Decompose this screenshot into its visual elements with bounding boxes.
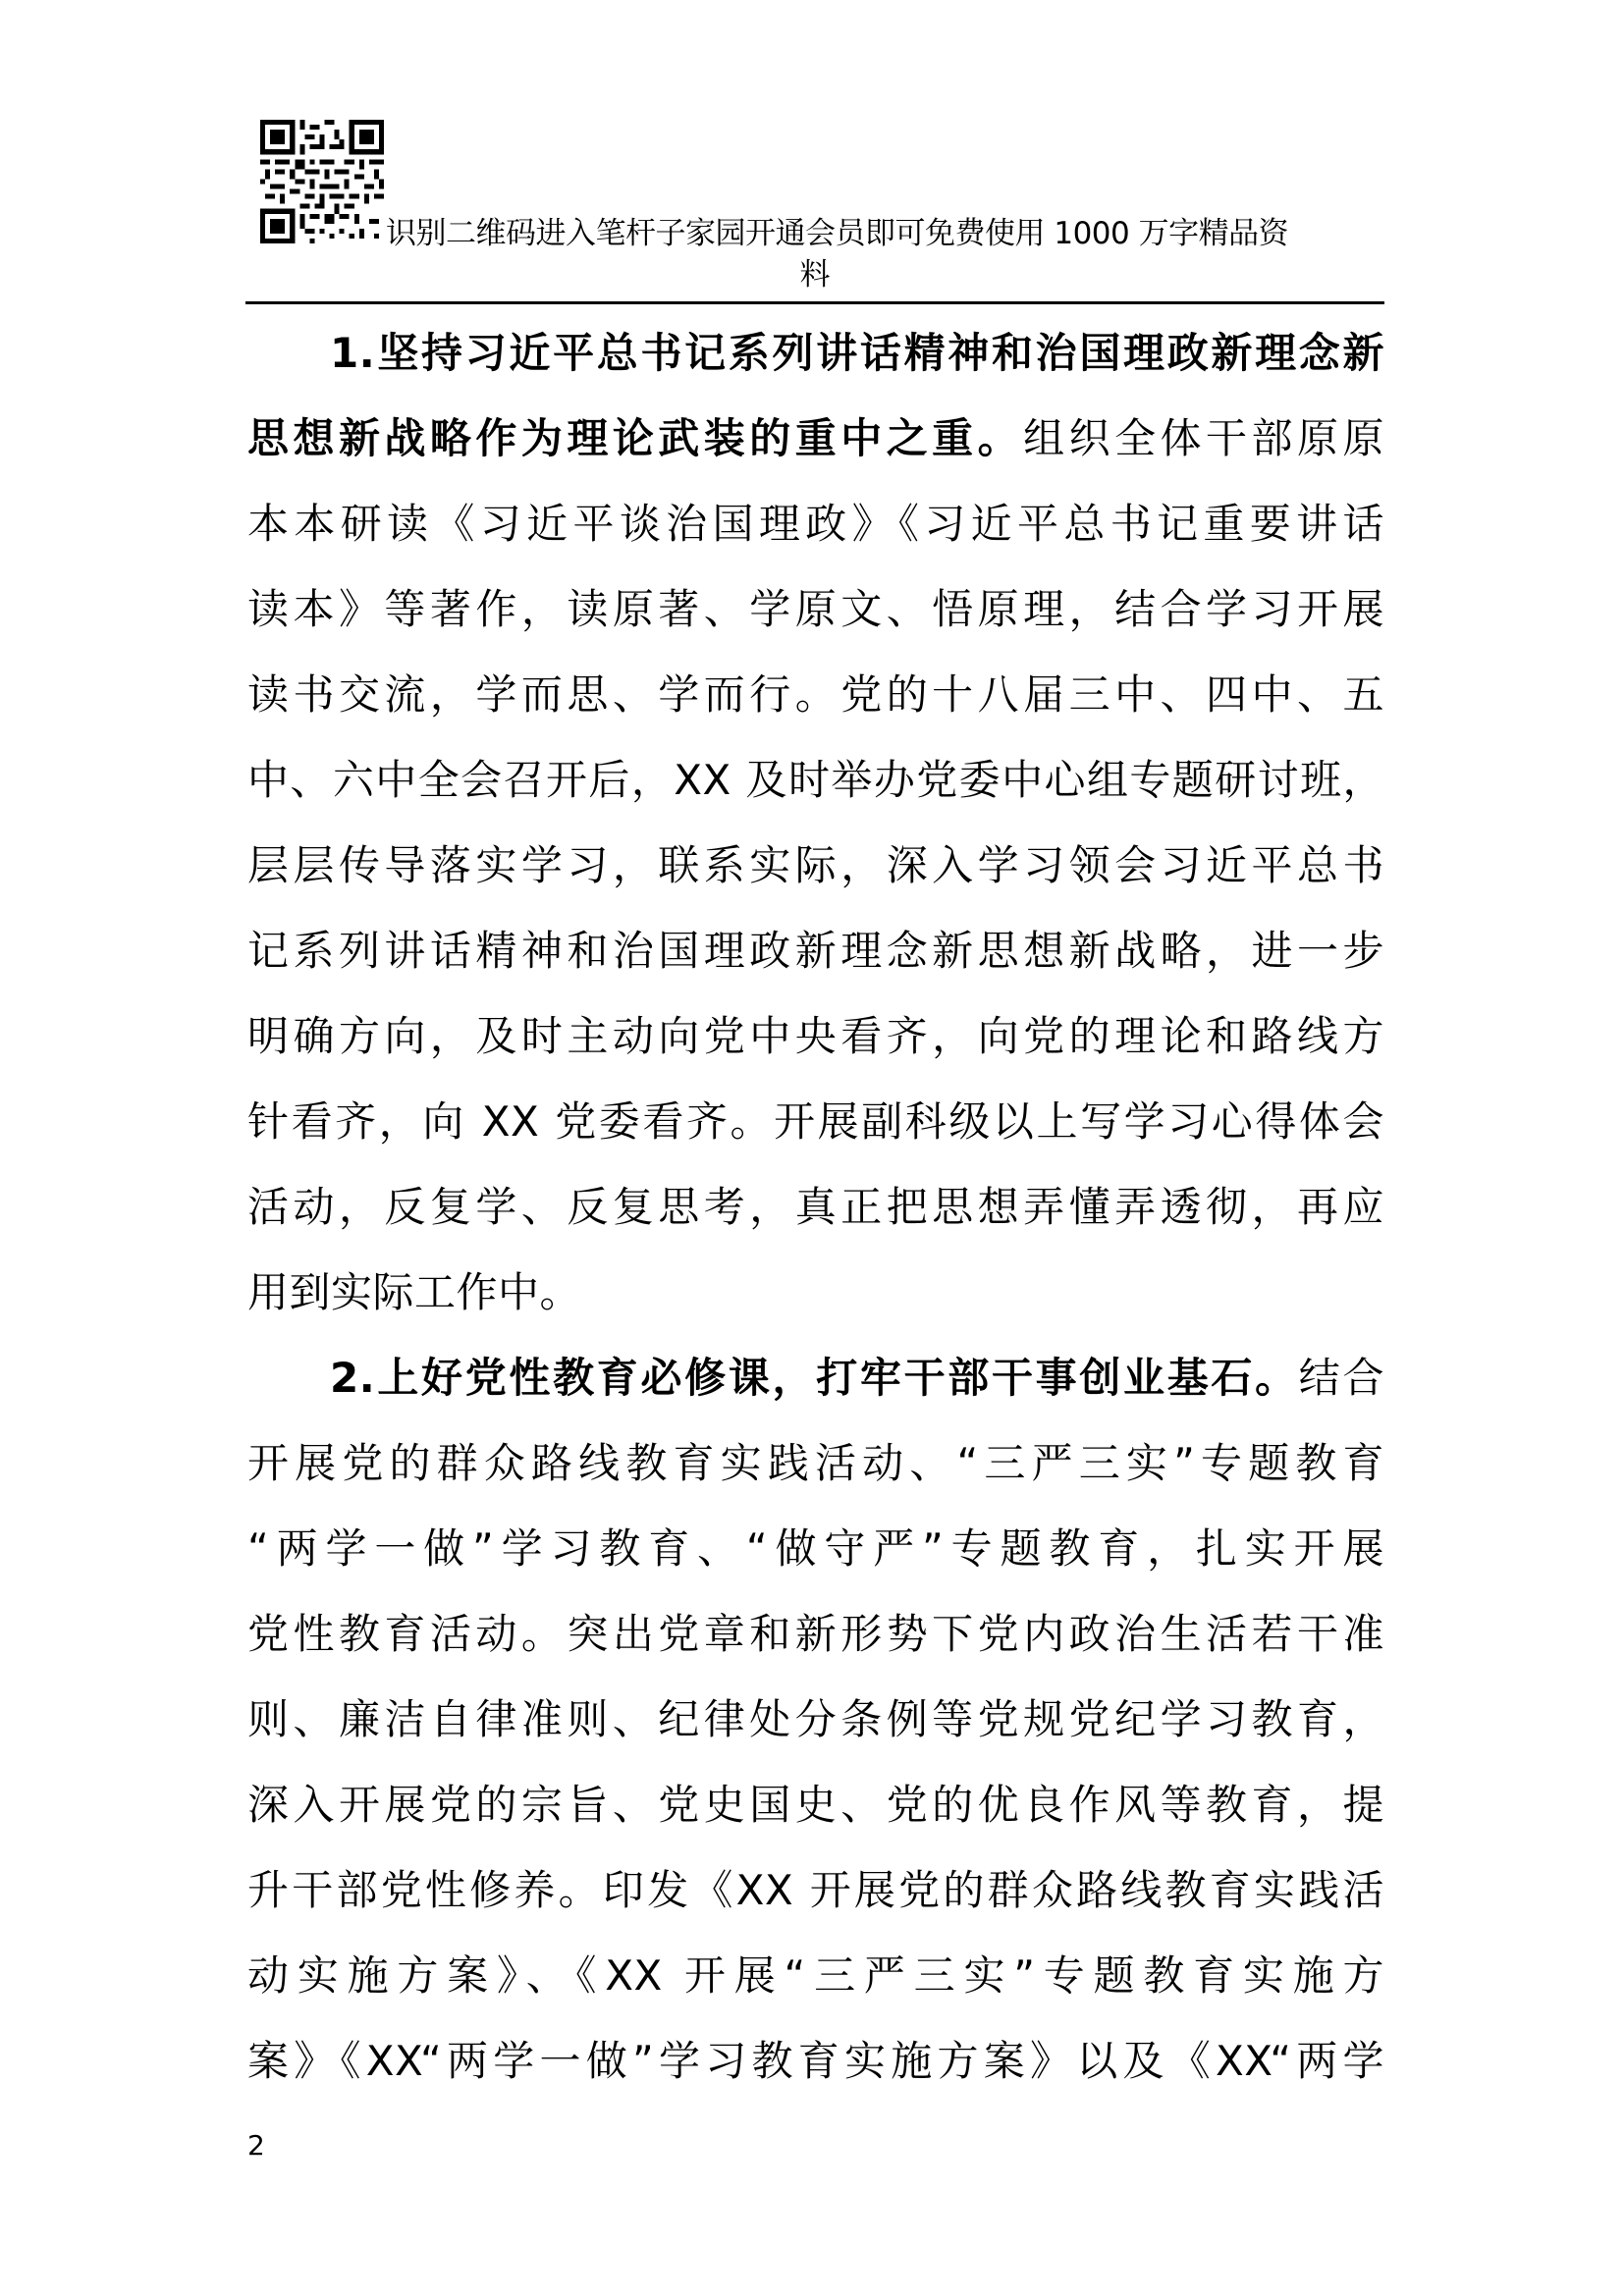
text-run: 读本》等著作，读原著、学原文、悟原理，结合学习开展 — [247, 585, 1384, 633]
page-header — [245, 116, 1384, 302]
text-run: 中、六中全会召开后，XX 及时举办党委中心组专题研讨班， — [247, 756, 1384, 804]
paragraph-2-line-7 — [247, 1861, 1384, 1947]
paragraph-2-line-2 — [247, 1434, 1384, 1520]
text-run: 针看齐，向 XX 党委看齐。开展副科级以上写学习心得体会 — [247, 1097, 1384, 1146]
paragraph-1-line-3 — [247, 495, 1384, 580]
text-run: 升干部党性修养。印发《XX 开展党的群众路线教育实践活 — [247, 1866, 1384, 1914]
page-number: 2 — [247, 2129, 265, 2162]
text-run: 读书交流，学而思、学而行。党的十八届三中、四中、五 — [247, 670, 1384, 719]
header-banner-text: 识别二维码进入笔杆子家园开通会员即可免费使用 1000 万字精品资 — [386, 216, 1289, 251]
text-run: 动实施方案》、《XX 开展“三严三实”专题教育实施方 — [247, 1951, 1384, 2000]
paragraph-1-line-10 — [247, 1093, 1384, 1178]
header-banner-text-continued: 料 — [799, 257, 831, 293]
paragraph-1-heading: 1.坚持习近平总书记系列讲话精神和治国理政新理念新 — [330, 329, 1384, 377]
paragraph-2-line-1 — [247, 1349, 1384, 1434]
text-run: 用到实际工作中。 — [247, 1268, 582, 1316]
paragraph-2-line-6 — [247, 1776, 1384, 1861]
text-run: 党性教育活动。突出党章和新形势下党内政治生活若干准 — [247, 1610, 1384, 1658]
document-body — [247, 324, 1384, 2117]
paragraph-2-line-9 — [247, 2032, 1384, 2117]
paragraph-1-line-2 — [247, 409, 1384, 495]
text-run: 层层传导落实学习，联系实际，深入学习领会习近平总书 — [247, 841, 1384, 889]
paragraph-1-line-1 — [247, 324, 1384, 409]
text-run: 案》《XX“两学一做”学习教育实施方案》以及《XX“两学 — [247, 2037, 1384, 2085]
text-run: 本本研读《习近平谈治国理政》《习近平总书记重要讲话 — [247, 500, 1384, 548]
paragraph-1-line-11 — [247, 1178, 1384, 1263]
paragraph-2-line-5 — [247, 1690, 1384, 1776]
text-run: 深入开展党的宗旨、党史国史、党的优良作风等教育，提 — [247, 1781, 1384, 1829]
paragraph-1-line-12 — [247, 1263, 1384, 1349]
text-run: 开展党的群众路线教育实践活动、“三严三实”专题教育 — [247, 1439, 1384, 1487]
paragraph-2-line-8 — [247, 1947, 1384, 2032]
text-run: 则、廉洁自律准则、纪律处分条例等党规党纪学习教育， — [247, 1695, 1384, 1743]
paragraph-1-line-6 — [247, 751, 1384, 836]
paragraph-1-line-7 — [247, 836, 1384, 922]
text-run: 结合 — [1298, 1354, 1384, 1402]
header-divider — [245, 301, 1384, 304]
paragraph-2-line-4 — [247, 1605, 1384, 1690]
paragraph-1-line-8 — [247, 922, 1384, 1007]
text-run: 活动，反复学、反复思考，真正把思想弄懂弄透彻，再应 — [247, 1183, 1384, 1231]
paragraph-2-line-3 — [247, 1520, 1384, 1605]
text-run: 记系列讲话精神和治国理政新理念新思想新战略，进一步 — [247, 927, 1384, 975]
qr-code-icon[interactable] — [260, 120, 384, 243]
text-run: 明确方向，及时主动向党中央看齐，向党的理论和路线方 — [247, 1012, 1384, 1060]
paragraph-1-heading-end: 思想新战略作为理论武装的重中之重。 — [247, 414, 1024, 462]
paragraph-1-line-5 — [247, 666, 1384, 751]
paragraph-1-line-4 — [247, 580, 1384, 666]
text-run: 组织全体干部原原 — [1023, 414, 1384, 462]
paragraph-2-heading: 2.上好党性教育必修课，打牢干部干事创业基石。 — [330, 1354, 1299, 1402]
paragraph-1-line-9 — [247, 1007, 1384, 1093]
text-run: “两学一做”学习教育、“做守严”专题教育，扎实开展 — [247, 1524, 1384, 1573]
